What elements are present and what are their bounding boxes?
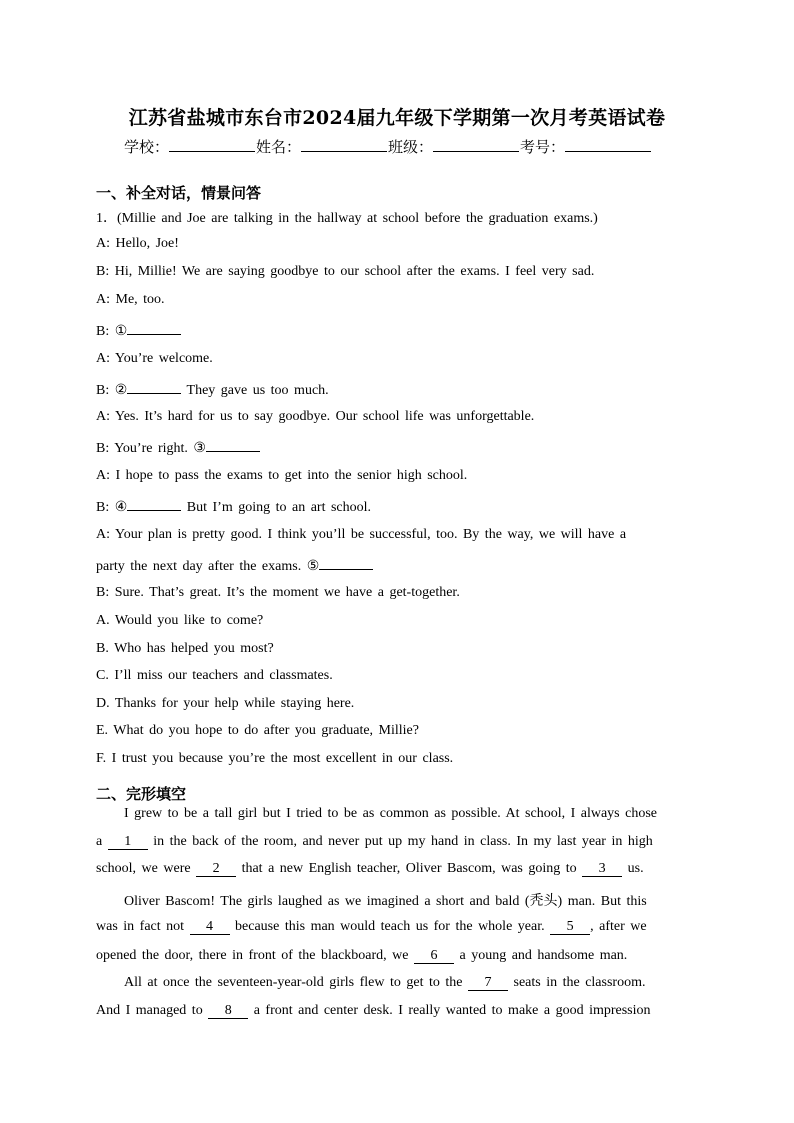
dialog-line: B: Hi, Millie! We are saying goodbye to our school after the exams. I feel very sad. — [96, 264, 595, 279]
cloze-blank[interactable]: 7 — [468, 976, 508, 991]
cloze-blank[interactable]: 6 — [414, 949, 454, 964]
dialog-line: A: Yes. It’s hard for us to say goodbye. Our school life was unforgettable. — [96, 409, 535, 424]
question-intro: 1．(Millie and Joe are talking in the hallway at school before the graduation exams.) — [96, 211, 598, 226]
cloze-blank[interactable]: 5 — [550, 920, 590, 935]
dialog-suffix: But I’m going to an art school. — [181, 500, 372, 515]
dialog-line — [96, 321, 181, 340]
dialog-line: A: Your plan is pretty good. I think you’ll be successful, too. By the way, we will have a — [96, 527, 627, 542]
dialog-line — [96, 497, 371, 516]
answer-blank[interactable] — [127, 380, 181, 394]
answer-blank[interactable] — [319, 556, 373, 570]
option-item: A. Would you like to come? — [96, 613, 264, 628]
exam-no-label: 考号： — [520, 138, 566, 156]
dialog-prefix: B: ② — [96, 383, 128, 398]
student-info-line — [124, 136, 684, 157]
dialog-line: B: Sure. That’s great. It’s the moment we have a get-together. — [96, 585, 460, 600]
passage-text: seats in the classroom. — [508, 975, 646, 990]
option-item: B. Who has helped you most? — [96, 641, 274, 656]
cloze-blank[interactable]: 8 — [208, 1004, 248, 1019]
passage-line — [124, 806, 657, 822]
passage-text: , after we — [590, 919, 647, 934]
passage-text: in the back of the room, and never put up my hand in class. In my last year in high — [147, 834, 653, 849]
passage-text: that a new English teacher, Oliver Bascom, was going to — [236, 861, 583, 876]
dialog-prefix: B: ① — [96, 324, 128, 339]
option-item: F. I trust you because you’re the most excellent in our class. — [96, 751, 454, 766]
passage-text: a — [96, 834, 108, 849]
passage-text: school, we were — [96, 861, 197, 876]
passage-text: And I managed to — [96, 1003, 209, 1018]
dialog-line — [96, 380, 329, 399]
option-item: C. I’ll miss our teachers and classmates. — [96, 668, 333, 683]
answer-blank[interactable] — [127, 321, 181, 335]
answer-blank[interactable] — [206, 438, 260, 452]
dialog-line: A: Me, too. — [96, 292, 165, 307]
passage-line — [96, 948, 627, 964]
passage-line — [96, 919, 647, 935]
dialog-prefix: B: You’re right. ③ — [96, 441, 206, 456]
school-label: 学校： — [124, 138, 170, 156]
passage-text: a young and handsome man. — [454, 948, 628, 963]
cloze-blank[interactable]: 3 — [582, 862, 622, 877]
dialog-line — [96, 556, 373, 575]
option-item: E. What do you hope to do after you graduate, Millie? — [96, 723, 419, 738]
dialog-line — [96, 438, 260, 457]
passage-text: Oliver Bascom! The girls laughed as we imagined a short and bald (秃头) man. But this — [124, 894, 647, 909]
passage-text: All at once the seventeen-year-old girls flew to get to the — [124, 975, 468, 990]
name-label: 姓名： — [256, 138, 302, 156]
section1-heading: 一、补全对话，情景问答 — [96, 184, 262, 202]
passage-line — [96, 861, 644, 877]
class-blank[interactable] — [433, 137, 519, 152]
passage-line — [96, 1003, 651, 1019]
cloze-blank[interactable]: 1 — [108, 835, 148, 850]
option-item: D. Thanks for your help while staying here. — [96, 696, 355, 711]
cloze-blank[interactable]: 2 — [196, 862, 236, 877]
dialog-prefix: party the next day after the exams. ⑤ — [96, 559, 320, 574]
passage-line — [96, 834, 653, 850]
class-label: 班级： — [388, 138, 434, 156]
exam-no-blank[interactable] — [565, 137, 651, 152]
passage-text: I grew to be a tall girl but I tried to be as common as possible. At school, I always chose — [124, 806, 658, 821]
section2-heading: 二、完形填空 — [96, 785, 187, 803]
passage-text: because this man would teach us for the whole year. — [229, 919, 551, 934]
passage-line — [124, 890, 647, 910]
dialog-prefix: B: ④ — [96, 500, 128, 515]
dialog-line: A: Hello, Joe! — [96, 236, 179, 251]
passage-text: opened the door, there in front of the blackboard, we — [96, 948, 414, 963]
school-blank[interactable] — [169, 137, 255, 152]
cloze-blank[interactable]: 4 — [190, 920, 230, 935]
page-title: 江苏省盐城市东台市2024届九年级下学期第一次月考英语试卷 — [128, 107, 666, 129]
answer-blank[interactable] — [127, 497, 181, 511]
name-blank[interactable] — [301, 137, 387, 152]
passage-text: a front and center desk. I really wanted to make a good impression — [248, 1003, 651, 1018]
dialog-line: A: I hope to pass the exams to get into the senior high school. — [96, 468, 468, 483]
passage-line — [124, 975, 645, 991]
dialog-line: A: You’re welcome. — [96, 351, 213, 366]
passage-text: us. — [622, 861, 644, 876]
dialog-suffix: They gave us too much. — [181, 383, 329, 398]
passage-text: was in fact not — [96, 919, 190, 934]
